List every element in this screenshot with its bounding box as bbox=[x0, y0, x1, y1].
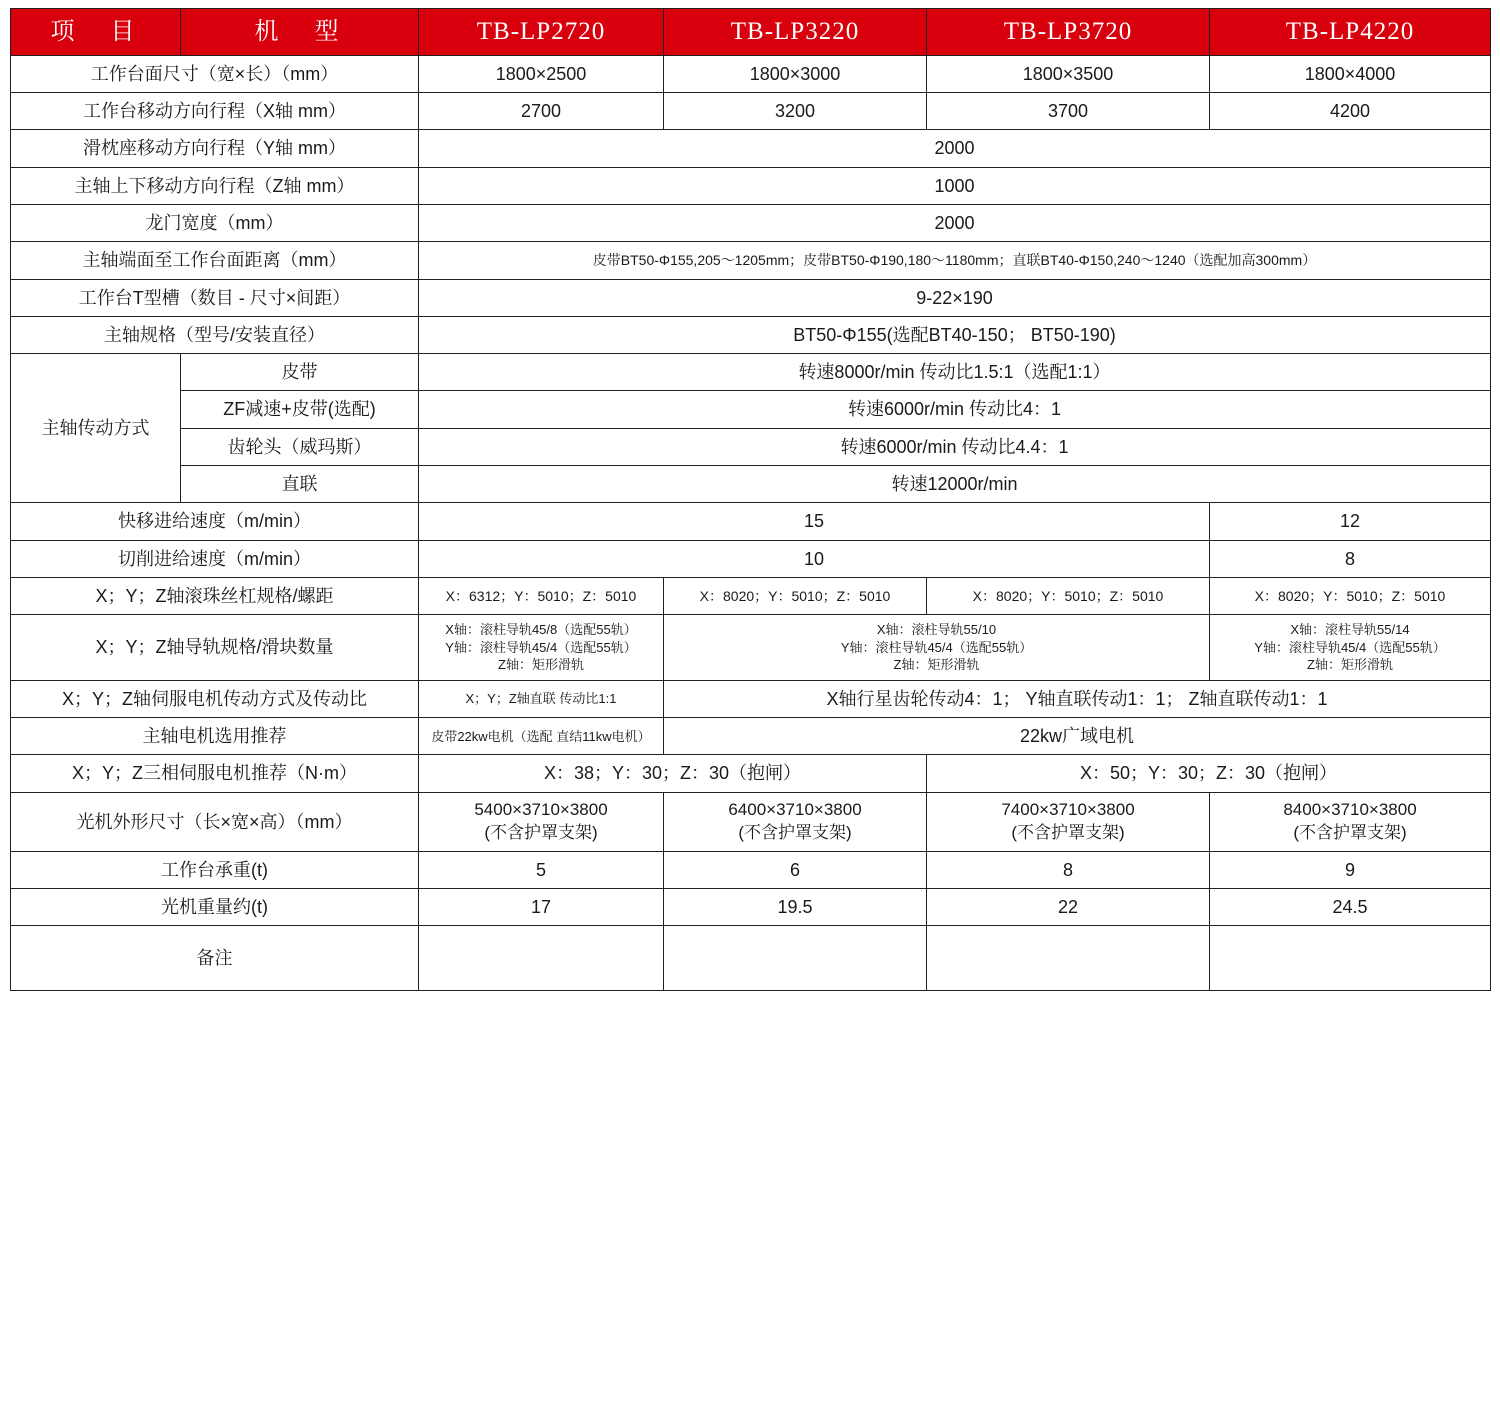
row-label: X；Y；Z轴导轨规格/滑块数量 bbox=[11, 615, 419, 681]
table-row bbox=[11, 354, 1491, 391]
guide-x-axis: X轴：滚柱导轨55/14 bbox=[1290, 622, 1410, 638]
cell-value-group-b: 12 bbox=[1210, 503, 1491, 540]
row-label: 龙门宽度（mm） bbox=[11, 204, 419, 241]
row-label: 工作台移动方向行程（X轴 mm） bbox=[11, 93, 419, 130]
header-row bbox=[11, 9, 1491, 56]
dimension-note: (不含护罩支架) bbox=[738, 822, 852, 842]
header-model: 机 型 bbox=[181, 9, 419, 56]
cell-value bbox=[1210, 926, 1491, 991]
table-row bbox=[11, 540, 1491, 577]
cell-value: 2700 bbox=[419, 93, 664, 130]
cell-value-merged: 2000 bbox=[419, 130, 1491, 167]
cell-value: 4200 bbox=[1210, 93, 1491, 130]
table-row bbox=[11, 167, 1491, 204]
table-row bbox=[11, 792, 1491, 851]
header-model-2: TB-LP3220 bbox=[664, 9, 927, 56]
cell-value: X：8020；Y：5010；Z：5010 bbox=[1210, 577, 1491, 614]
cell-value: X：8020；Y：5010；Z：5010 bbox=[927, 577, 1210, 614]
table-row bbox=[11, 242, 1491, 279]
table-row bbox=[11, 503, 1491, 540]
table-row bbox=[11, 204, 1491, 241]
cell-value: 3700 bbox=[927, 93, 1210, 130]
row-label: 切削进给速度（m/min） bbox=[11, 540, 419, 577]
cell-value-merged: 1000 bbox=[419, 167, 1491, 204]
cell-value: 24.5 bbox=[1210, 888, 1491, 925]
guide-x-axis: X轴：滚柱导轨55/10 bbox=[876, 622, 997, 638]
cell-value-merged: 9-22×190 bbox=[419, 279, 1491, 316]
row-label: X；Y；Z轴伺服电机传动方式及传动比 bbox=[11, 680, 419, 717]
guide-z-axis: Z轴：矩形滑轨 bbox=[893, 657, 980, 673]
dimension-main: 8400×3710×3800 bbox=[1283, 799, 1417, 819]
row-label: X；Y；Z轴滚珠丝杠规格/螺距 bbox=[11, 577, 419, 614]
cell-value-merged: 转速12000r/min bbox=[419, 466, 1491, 503]
row-label: 光机外形尺寸（长×宽×高）（mm） bbox=[11, 792, 419, 851]
cell-value: X：8020；Y：5010；Z：5010 bbox=[664, 577, 927, 614]
cell-value-dimension bbox=[927, 792, 1210, 851]
table-row bbox=[11, 755, 1491, 792]
guide-y-axis: Y轴：滚柱导轨45/4（选配55轨） bbox=[1254, 639, 1446, 655]
cell-value bbox=[927, 926, 1210, 991]
cell-value: 1800×2500 bbox=[419, 55, 664, 92]
table-row bbox=[11, 615, 1491, 681]
guide-y-axis: Y轴：滚柱导轨45/4（选配55轨） bbox=[840, 639, 1033, 655]
table-row bbox=[11, 279, 1491, 316]
sub-label-gearhead: 齿轮头（威玛斯） bbox=[181, 428, 419, 465]
header-item: 项 目 bbox=[11, 9, 181, 56]
table-row bbox=[11, 428, 1491, 465]
row-label: 主轴端面至工作台面距离（mm） bbox=[11, 242, 419, 279]
cell-value-merged: 转速6000r/min 传动比4.4：1 bbox=[419, 428, 1491, 465]
cell-value-merged: 2000 bbox=[419, 204, 1491, 241]
cell-value: X；Y；Z轴直联 传动比1:1 bbox=[419, 680, 664, 717]
header-model-4: TB-LP4220 bbox=[1210, 9, 1491, 56]
table-row bbox=[11, 718, 1491, 755]
cell-value: X：6312；Y：5010；Z：5010 bbox=[419, 577, 664, 614]
dimension-main: 7400×3710×3800 bbox=[1001, 799, 1135, 819]
table-row bbox=[11, 55, 1491, 92]
row-label: 工作台承重(t) bbox=[11, 851, 419, 888]
cell-value: 1800×3000 bbox=[664, 55, 927, 92]
table-row bbox=[11, 680, 1491, 717]
cell-value: 8 bbox=[927, 851, 1210, 888]
cell-value bbox=[664, 926, 927, 991]
cell-value bbox=[419, 926, 664, 991]
cell-value: 皮带22kw电机（选配 直结11kw电机） bbox=[419, 718, 664, 755]
guide-x-axis: X轴：滚柱导轨45/8（选配55轨） bbox=[445, 622, 637, 638]
cell-value-dimension bbox=[664, 792, 927, 851]
cell-value-group-a: 10 bbox=[419, 540, 1210, 577]
row-label: 滑枕座移动方向行程（Y轴 mm） bbox=[11, 130, 419, 167]
cell-value: 17 bbox=[419, 888, 664, 925]
cell-value: 1800×3500 bbox=[927, 55, 1210, 92]
table-row bbox=[11, 851, 1491, 888]
cell-value: 19.5 bbox=[664, 888, 927, 925]
cell-value-group-b: X：50；Y：30；Z：30（抱闸） bbox=[927, 755, 1491, 792]
row-label: X；Y；Z三相伺服电机推荐（N·m） bbox=[11, 755, 419, 792]
row-label: 主轴规格（型号/安装直径） bbox=[11, 316, 419, 353]
cell-value-merged: 转速8000r/min 传动比1.5:1（选配1:1） bbox=[419, 354, 1491, 391]
cell-value-merged: 皮带BT50-Φ155,205～1205mm；皮带BT50-Φ190,180～1180mm；直联BT40-Φ150,240～1240（选配加高300mm） bbox=[419, 242, 1491, 279]
cell-value: 6 bbox=[664, 851, 927, 888]
table-row bbox=[11, 577, 1491, 614]
row-label: 主轴上下移动方向行程（Z轴 mm） bbox=[11, 167, 419, 204]
table-row bbox=[11, 466, 1491, 503]
row-label: 光机重量约(t) bbox=[11, 888, 419, 925]
cell-value-guide-mid bbox=[664, 615, 1210, 681]
dimension-note: (不含护罩支架) bbox=[484, 822, 598, 842]
cell-value-group-b: 8 bbox=[1210, 540, 1491, 577]
dimension-note: (不含护罩支架) bbox=[1011, 822, 1125, 842]
cell-value: 3200 bbox=[664, 93, 927, 130]
dimension-main: 6400×3710×3800 bbox=[728, 799, 862, 819]
guide-z-axis: Z轴：矩形滑轨 bbox=[498, 657, 584, 673]
cell-value-merged: X轴行星齿轮传动4：1； Y轴直联传动1：1； Z轴直联传动1：1 bbox=[664, 680, 1491, 717]
cell-value: 5 bbox=[419, 851, 664, 888]
cell-value-group-a: 15 bbox=[419, 503, 1210, 540]
row-label: 主轴电机选用推荐 bbox=[11, 718, 419, 755]
table-row bbox=[11, 391, 1491, 428]
cell-value-dimension bbox=[419, 792, 664, 851]
table-header bbox=[11, 9, 1491, 56]
sub-label-zf: ZF减速+皮带(选配) bbox=[181, 391, 419, 428]
row-label: 备注 bbox=[11, 926, 419, 991]
cell-value-group-a: X：38；Y：30；Z：30（抱闸） bbox=[419, 755, 927, 792]
cell-value-dimension bbox=[1210, 792, 1491, 851]
cell-value: 22 bbox=[927, 888, 1210, 925]
guide-z-axis: Z轴：矩形滑轨 bbox=[1307, 657, 1393, 673]
dimension-main: 5400×3710×3800 bbox=[474, 799, 608, 819]
specification-table bbox=[10, 8, 1491, 991]
cell-value: 1800×4000 bbox=[1210, 55, 1491, 92]
cell-value: 9 bbox=[1210, 851, 1491, 888]
row-label-drive: 主轴传动方式 bbox=[11, 354, 181, 503]
table-row bbox=[11, 888, 1491, 925]
table-row bbox=[11, 93, 1491, 130]
guide-y-axis: Y轴：滚柱导轨45/4（选配55轨） bbox=[445, 639, 637, 655]
table-row bbox=[11, 130, 1491, 167]
row-label: 工作台面尺寸（宽×长）（mm） bbox=[11, 55, 419, 92]
cell-value-merged: 22kw广域电机 bbox=[664, 718, 1491, 755]
row-label: 工作台T型槽（数目 - 尺寸×间距） bbox=[11, 279, 419, 316]
table-row bbox=[11, 926, 1491, 991]
sub-label-direct: 直联 bbox=[181, 466, 419, 503]
header-model-3: TB-LP3720 bbox=[927, 9, 1210, 56]
cell-value-merged: 转速6000r/min 传动比4：1 bbox=[419, 391, 1491, 428]
cell-value-guide-col1 bbox=[419, 615, 664, 681]
table-row bbox=[11, 316, 1491, 353]
sub-label-belt: 皮带 bbox=[181, 354, 419, 391]
dimension-note: (不含护罩支架) bbox=[1293, 822, 1407, 842]
row-label: 快移进给速度（m/min） bbox=[11, 503, 419, 540]
table-body bbox=[11, 55, 1491, 990]
cell-value-guide-col4 bbox=[1210, 615, 1491, 681]
cell-value-merged: BT50-Φ155(选配BT40-150； BT50-190) bbox=[419, 316, 1491, 353]
header-model-1: TB-LP2720 bbox=[419, 9, 664, 56]
